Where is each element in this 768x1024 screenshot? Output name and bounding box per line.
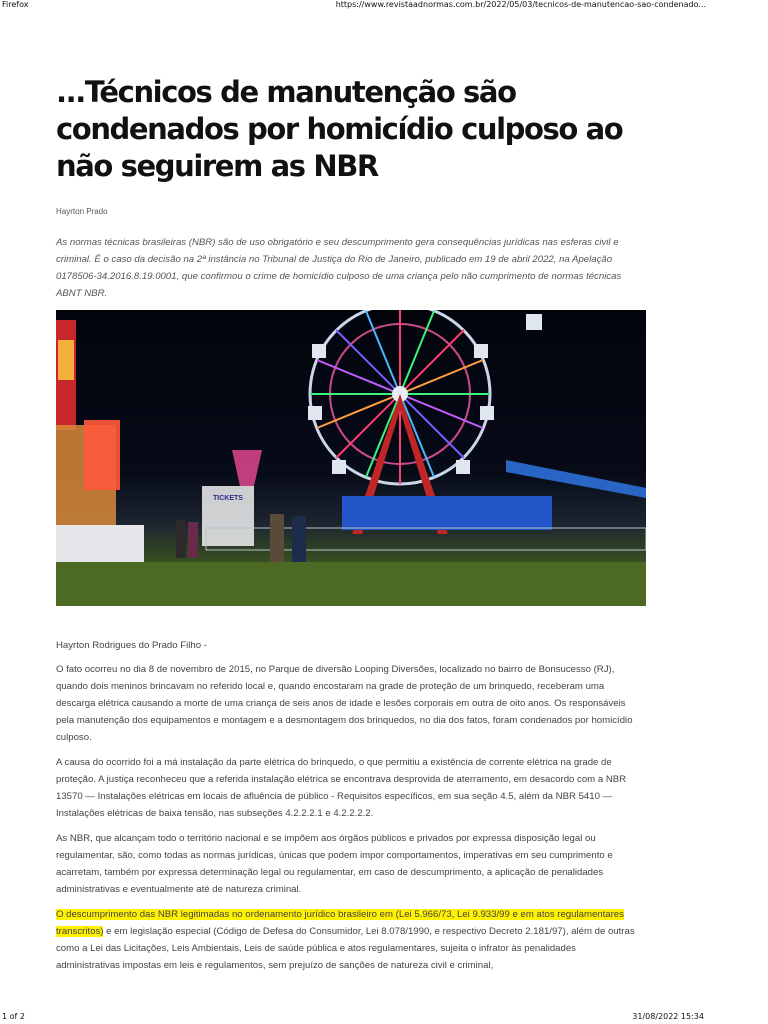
- author-line: Hayrton Rodrigues do Prado Filho -: [56, 640, 207, 651]
- page-indicator: 1 of 2: [2, 1012, 25, 1021]
- paragraph-4-continuation: e em legislação especial (Código de Defesa do Consumidor, Lei 8.078/1990, e respectivo Decreto 2.181/97), além de outras como a Lei das Licitações, Leis Ambientais, Leis de saúde pública e atos regulamentares, sujeita o infrator às penalidades administrativas impostas em leis e regulamentos, sem prejuízo de sanções de natureza civil e criminal,: [56, 926, 635, 971]
- print-footer: [0, 1010, 768, 1024]
- ticket-booth-sign: TICKETS: [213, 495, 243, 502]
- article-lede: As normas técnicas brasileiras (NBR) são de uso obrigatório e seu descumprimento gera consequências jurídicas nas esferas civil e criminal. É o caso da decisão na 2ª instância no Tribunal de Justiça do Rio de Janeiro, publicado em 19 de abril 2022, na Apelação 0178506-34.2016.8.19.0001, que confirmou o crime de homicídio culposo de uma criança pelo não cumprimento de normas técnicas ABNT NBR.: [56, 237, 622, 299]
- loading-ramp: [506, 460, 646, 498]
- ferris-wheel: [308, 310, 646, 534]
- print-header: [0, 0, 768, 12]
- wheel-base-trailer: [342, 496, 552, 530]
- print-timestamp: 31/08/2022 15:34: [632, 1012, 704, 1021]
- person-4: [188, 522, 198, 558]
- article-byline[interactable]: Hayrton Prado: [56, 207, 108, 216]
- person-3: [176, 520, 186, 558]
- article: [56, 74, 640, 974]
- highlighted-text: O descumprimento das NBR legitimadas no ordenamento jurídico brasileiro em (Lei 5.966/73, Lei 9.933/99 e em atos regulamentares transcritos): [56, 909, 624, 937]
- article-title: ...Técnicos de manutenção são condenados por homicídio culposo ao não seguirem as NBR: [56, 75, 623, 183]
- left-sign-lights: [58, 340, 74, 380]
- centre-ride-lights: [232, 450, 262, 486]
- article-paragraph-1: O fato ocorreu no dia 8 de novembro de 2015, no Parque de diversão Looping Diversões, localizado no bairro de Bonsucesso (RJ), quando dois meninos brincavam no referido local e, quando encostaram na grade de proteção de um brinquedo, receberam uma descarga elétrica causando a morte de uma criança de seis anos de idade e lesões corporais em outra de oito anos. Os responsáveis pela manutenção dos equipamentos e montagem e a desmontagem dos brinquedos, no dia dos fatos, foram condenados por homicídio culposo.: [56, 664, 633, 743]
- person-2: [292, 516, 306, 562]
- article-paragraph-4: [56, 906, 640, 974]
- person-1: [270, 514, 284, 562]
- browser-app-name: Firefox: [2, 0, 29, 9]
- left-stall-sign: [84, 420, 120, 490]
- article-paragraph-3: As NBR, que alcançam todo o território nacional e se impõem aos órgãos públicos e privados por expressa disposição legal ou regulamentar, são, como todas as normas jurídicas, únicas que podem impor comportamentos, imperativas em seu cumprimento e acarretam, também por expressa determinação legal ou regulamentar, em caso de descumprimento, a aplicação de penalidades administrativas e eventualmente até de natureza criminal.: [56, 833, 613, 895]
- article-paragraph-2: A causa do ocorrido foi a má instalação da parte elétrica do brinquedo, o que permitiu a existência de corrente elétrica na grade de proteção. A justiça reconheceu que a referida instalação elétrica se encontrava desprovida de aterramento, em desacordo com a NBR 13570 — Instalações elétricas em locais de afluência de público - Requisitos específicos, em sua seção 4.5, além da NBR 5410 — Instalações elétricas de baixa tensão, nas subseções 4.2.2.2.1 e 4.2.2.2.2.: [56, 757, 627, 819]
- grass-ground: [56, 562, 646, 606]
- ferris-wheel-illustration: [56, 310, 646, 606]
- page-url[interactable]: https://www.revistaadnormas.com.br/2022/05/03/tecnicos-de-manutencao-sao-condenado...: [335, 0, 706, 9]
- ferris-wheel-photo: [56, 310, 646, 606]
